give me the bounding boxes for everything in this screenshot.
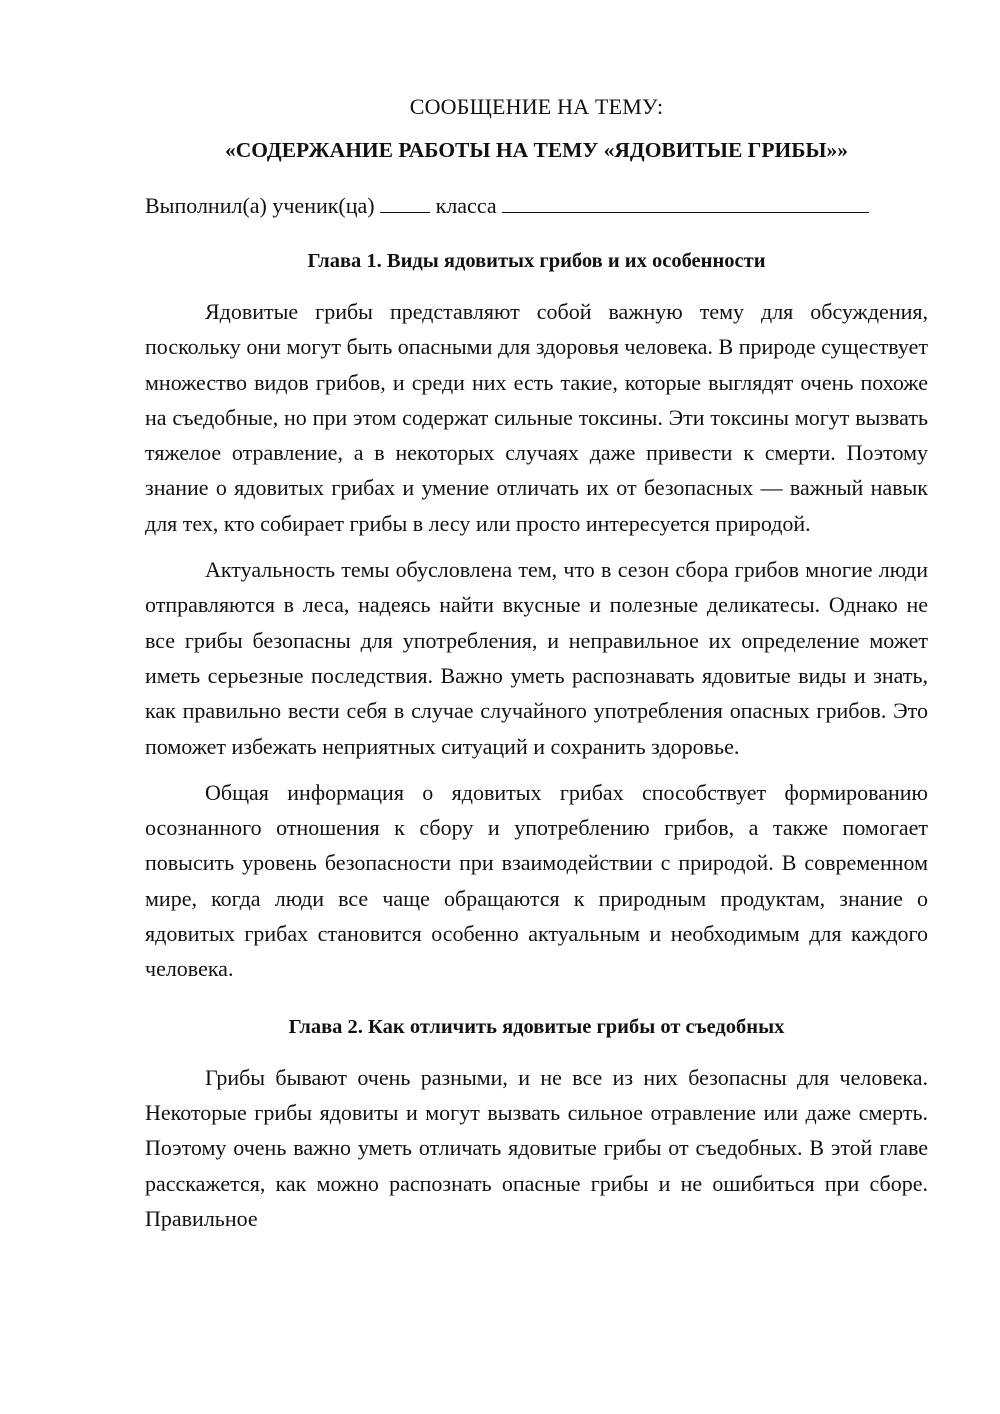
chapter-1-heading: Глава 1. Виды ядовитых грибов и их особенности [307,250,766,272]
author-class-word: класса [435,193,497,218]
author-line [145,190,928,221]
student-name-blank [502,190,869,213]
class-number-blank [380,190,430,213]
chapter-2-paragraph-1: Грибы бывают очень разными, и не все из них безопасны для человека. Некоторые грибы ядовиты и могут вызвать сильное отравление или даже смерть. Поэтому очень важно уметь отличать ядовитые грибы от съедобных. В этой главе расскажется, как можно распознать опасные грибы и не ошибиться при сборе. Правильное [145,1064,928,1231]
document-page [145,92,928,1247]
document-title-line-2: «СОДЕРЖАНИЕ РАБОТЫ НА ТЕМУ «ЯДОВИТЫЕ ГРИБЫ»» [224,138,849,162]
document-title-line-1: СООБЩЕНИЕ НА ТЕМУ: [409,94,664,119]
chapter-2-heading: Глава 2. Как отличить ядовитые грибы от съедобных [288,1015,785,1038]
chapter-1-paragraph-3: Общая информация о ядовитых грибах способствует формированию осознанного отношения к сбору и употреблению грибов, а также помогает повысить уровень безопасности при взаимодействии с природой. В современном мире, когда люди все чаще обращаются к природным продуктам, знание о ядовитых грибах становится особенно актуальным и необходимым для каждого человека. [145,779,928,982]
chapter-1-paragraph-1: Ядовитые грибы представляют собой важную тему для обсуждения, поскольку они могут быть опасными для здоровья человека. В природе существует множество видов грибов, и среди них есть такие, которые выглядят очень похоже на съедобные, но при этом содержат сильные токсины. Эти токсины могут вызвать тяжелое отравление, а в некоторых случаях даже привести к смерти. Поэтому знание о ядовитых грибах и умение отличать их от безопасных — важный навык для тех, кто собирает грибы в лесу или просто интересуется природой. [145,299,928,536]
author-prefix: Выполнил(а) ученик(ца) [145,193,375,218]
chapter-1-paragraph-2: Актуальность темы обусловлена тем, что в сезон сбора грибов многие люди отправляются в леса, надеясь найти вкусные и полезные деликатесы. Однако не все грибы безопасны для употребления, и неправильное их определение может иметь серьезные последствия. Важно уметь распознавать ядовитые виды и знать, как правильно вести себя в случае случайного употребления опасных грибов. Это поможет избежать неприятных ситуаций и сохранить здоровье. [145,557,928,759]
